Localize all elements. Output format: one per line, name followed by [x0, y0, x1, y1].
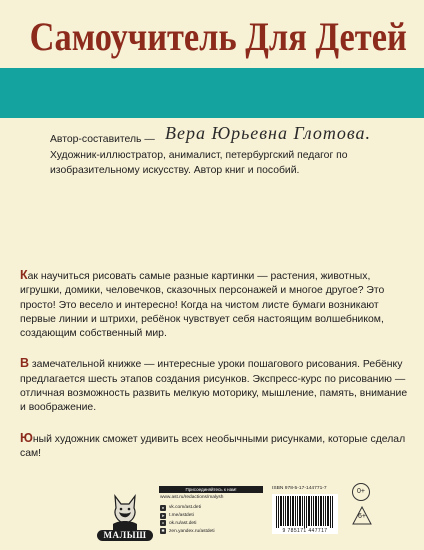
age-rating-secondary-text: 6+	[358, 513, 366, 520]
dropcap: В	[20, 356, 30, 371]
isbn-block	[272, 486, 338, 536]
book-title: Самоучитель Для Детей	[29, 14, 407, 59]
barcode-number: 9 785171 447717	[272, 528, 338, 534]
telegram-icon: ➤	[161, 512, 165, 518]
publisher-logo	[97, 490, 153, 548]
paragraph	[20, 268, 412, 341]
social-links	[160, 504, 250, 535]
publisher-website: www.ast.ru/redactions/malysh	[160, 495, 224, 500]
isbn-text: ISBN 978-5-17-144771-7	[272, 486, 327, 491]
paragraph	[20, 356, 412, 415]
back-cover-footer	[0, 480, 424, 550]
barcode	[272, 494, 338, 528]
dropcap: Ю	[20, 430, 33, 445]
join-us-bar: Присоединяйтесь к нам!	[159, 486, 263, 493]
publisher-logo-text: МАЛЫШ	[97, 530, 153, 541]
author-signature: Вера Юрьевна Глотова.	[165, 123, 372, 143]
paragraph-text: ак научиться рисовать самые разные картинки — растения, животных, игрушки, домики, человечков, сказочных персонажей и многое другое? Это просто! Это весело и интересно! Когда на чистом листе бумаги возникают первые линии и штрихи, ребёнок чувствует себя настоящим волшебником, создающим собственный мир.	[20, 271, 385, 340]
odnoklassniki-icon: о	[161, 520, 165, 526]
age-rating-badge-secondary	[352, 506, 372, 526]
paragraph-text: ный художник сможет удивить всех необычными рисунками, которые сделал сам!	[20, 433, 406, 459]
fox-mascot-icon	[107, 490, 143, 530]
paragraph	[20, 431, 412, 462]
author-description: Художник-иллюстратор, анималист, петербургский педагог по изобразительному искусству. Автор книг и пособий.	[50, 150, 348, 176]
paragraph-text: замечательной книжке — интересные уроки пошагового рисования. Ребёнку предлагается шесть этапов создания рисунков. Экспресс-курс по рисованию — отличная возможность развить мелкую моторику, мышление, память, внимание и воображение.	[20, 359, 408, 414]
dropcap: К	[20, 268, 28, 282]
age-rating-badge: 0+	[352, 483, 370, 501]
annotation-text	[20, 268, 412, 476]
dzen-icon: ✱	[161, 528, 165, 534]
vk-icon: в	[161, 504, 165, 510]
social-link-vk: в vk.com/ast.deti	[161, 504, 201, 511]
author-block	[50, 123, 372, 222]
social-link-telegram: ➤ t.me/astdeti	[161, 512, 194, 519]
author-prefix: Автор-составитель —	[50, 134, 155, 145]
social-link-dzen: ✱ zen.yandex.ru/astdeti	[161, 528, 215, 534]
barcode-icon	[272, 494, 338, 528]
teal-decorative-band	[0, 68, 424, 118]
social-link-odnoklassniki: о ok.ru/ast.deti	[161, 520, 197, 526]
